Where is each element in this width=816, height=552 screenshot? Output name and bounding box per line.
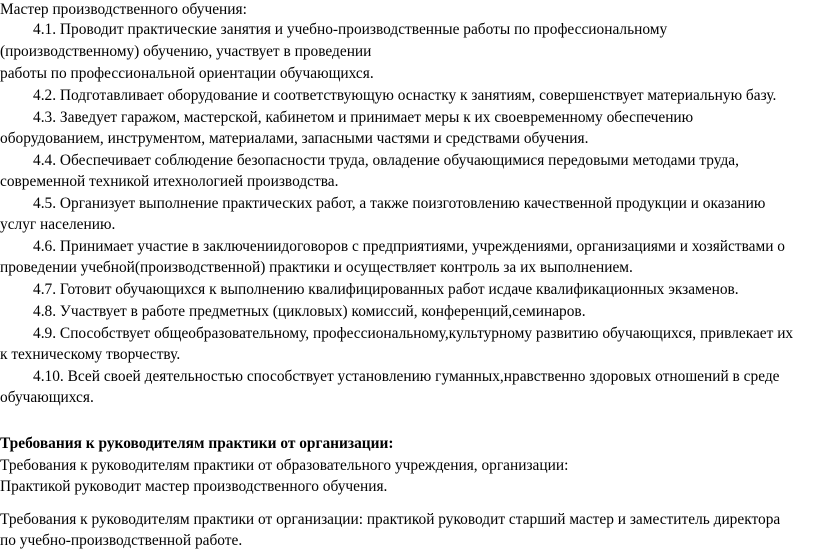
paragraph-line: 4.1. Проводит практические занятия и учебно-производственные работы по профессиональному	[33, 21, 668, 38]
paragraph-line: современной техникой итехнологией производства.	[0, 173, 339, 190]
paragraph-line: 4.3. Заведует гаражом, мастерской, кабинетом и принимает меры к их своевременному обеспечению	[33, 109, 694, 126]
paragraph-line: Требования к руководителям практики от образовательного учреждения, организации:	[0, 457, 569, 474]
paragraph-line: 4.10. Всей своей деятельностью способствует установлению гуманных,нравственно здоровых отношений в среде	[33, 368, 780, 385]
paragraph-line: Практикой руководит мастер производственного обучения.	[0, 478, 388, 495]
paragraph-line: 4.5. Организует выполнение практических работ, а также поизготовлению качественной продукции и оказанию	[33, 195, 766, 212]
paragraph-line: (производственному) обучению, участвует в проведении	[0, 43, 372, 60]
paragraph-line: Требования к руководителям практики от организации: практикой руководит старший мастер и заместитель директора	[0, 511, 781, 528]
paragraph-line: 4.4. Обеспечивает соблюдение безопасности труда, овладение обучающимися передовыми методами труда,	[33, 152, 739, 169]
paragraph-line: услуг населению.	[0, 216, 116, 233]
paragraph-line: 4.6. Принимает участие в заключениидоговоров с предприятиями, учреждениями, организациями и хозяйствами о	[33, 238, 786, 255]
document-header: Мастер производственного обучения:	[0, 1, 247, 18]
paragraph-line: проведении учебной(производственной) практики и осуществляет контроль за их выполнением.	[0, 259, 633, 276]
paragraph-line: обучающихся.	[0, 389, 94, 406]
paragraph-line: работы по профессиональной ориентации обучающихся.	[0, 65, 374, 82]
section-heading: Требования к руководителям практики от организации:	[0, 435, 394, 452]
paragraph-line: оборудованием, инструментом, материалами, запасными частями и средствами обучения.	[0, 130, 589, 147]
paragraph-line: к техническому творчеству.	[0, 346, 181, 363]
paragraph-line: 4.7. Готовит обучающихся к выполнению квалифицированных работ исдаче квалификационных экзаменов.	[33, 281, 739, 298]
paragraph-line: 4.2. Подготавливает оборудование и соответствующую оснастку к занятиям, совершенствует материальную базу.	[33, 87, 777, 104]
paragraph-line: 4.8. Участвует в работе предметных (цикловых) комиссий, конференций,семинаров.	[33, 303, 586, 320]
paragraph-line: по учебно-производственной работе.	[0, 532, 243, 549]
paragraph-line: 4.9. Способствует общеобразовательному, профессиональному,культурному развитию обучающихся, привлекает их	[33, 325, 794, 342]
